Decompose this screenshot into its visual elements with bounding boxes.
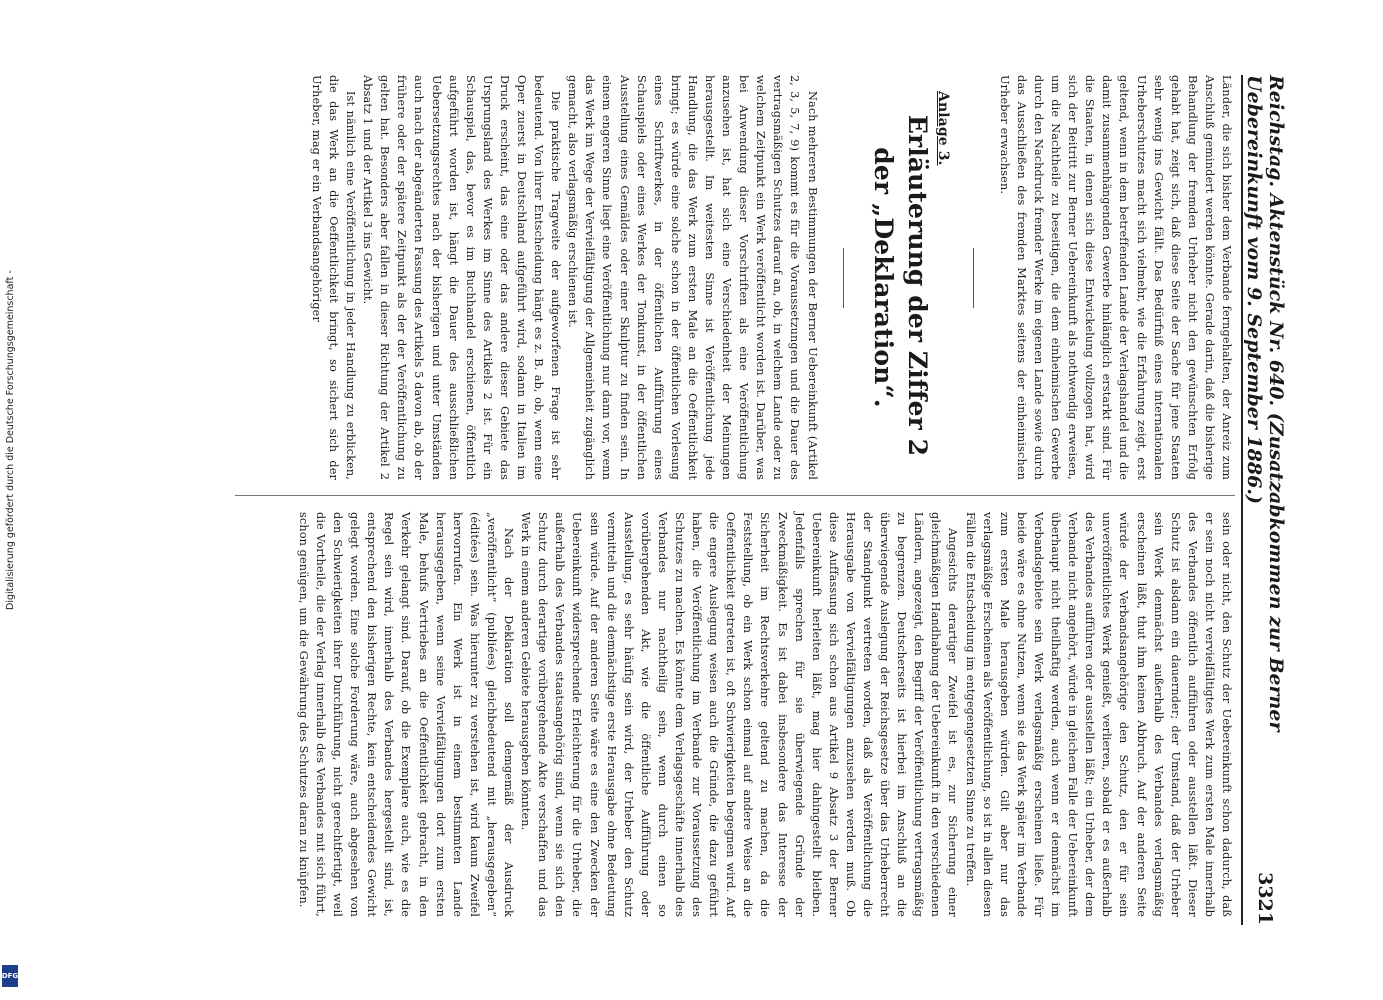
- heading-separator: [843, 248, 844, 308]
- paragraph: sein oder nicht, den Schutz der Uebereinkunft schon dadurch, daß er sein noch nicht vervielfältigtes Werk zum ersten Male innerhalb des Verbandes öffentlich aufführen oder ausstellen läßt. Dieser Schutz ist alsdann ein dauernder; der Umstand, daß der Urheber sein Werk demnächst außerhalb des Verbandes verlagsmäßig erscheinen läßt, thut ihm keinen Abbruch. Auf der anderen Seite würde der Verbandsangehörige den Schutz, den er für sein unveröffentlichtes Werk genießt, verlieren, sobald er es außerhalb des Verbandes aufführen oder ausstellen läßt; ein Urheber, der dem Verbande nicht angehört, würde in gleichem Falle der Uebereinkunft überhaupt nicht theilhaftig werden, auch wenn er demnächst im Verbandsgebiete sein Werk verlagsmäßig erscheinen ließe. Für beide wäre es ohne Nutzen, wenn sie das Werk später im Verbande zum ersten Male herausgeben würden. Gilt aber nur das verlagsmäßige Erscheinen als Veröffentlichung, so ist in allen diesen Fällen die Entscheidung im entgegengesetzten Sinne zu treffen.: [963, 512, 1233, 917]
- header-rule: [1241, 75, 1243, 925]
- paragraph: Ist nämlich eine Veröffentlichung in jeder Handlung zu erblicken, die das Werk an die Oeffentlichkeit bringt, so sichert sich der Urheber, mag er ein Verbandsangehöriger: [309, 75, 358, 480]
- scanned-page: [205, 65, 1335, 935]
- paragraph: Angesichts derartiger Zweifel ist es, zur Sicherung einer gleichmäßigen Handhabung der Uebereinkunft in den verschiedenen Ländern, angezeigt, den Begriff der Veröffentlichung vertragsmäßig zu begrenzen. Deutscherseits ist hierbei im Anschluß an die überwiegende Auslegung der Reichsgesetze über das Urheberrecht der Standpunkt vertreten worden, daß als Veröffentlichung die Herausgabe von Vervielfältigungen anzusehen werden muß. Ob diese Auffassung sich schon aus Artikel 9 Absatz 3 der Berner Uebereinkunft herleiten läßt, mag hier dahingestellt bleiben. Jedenfalls sprechen für sie überwiegende Gründe der Zweckmäßigkeit. Es ist dabei insbesondere das Interesse der Sicherheit im Rechtsverkehre geltend zu machen, da die Feststellung, ob ein Werk schon einmal auf andere Weise an die Oeffentlichkeit getreten ist, oft Schwierigkeiten begegnen wird. Auf die engere Auslegung weisen auch die Gründe, die dazu geführt haben, die Veröffentlichung im Verbande zur Voraussetzung des Schutzes zu machen. Es könnte dem Verlagsgeschäfte innerhalb des Verbandes nur nachtheilig sein, wenn durch einen so vorübergehenden Akt, wie die öffentliche Aufführung oder Ausstellung, es sehr häufig sein wird, der Urheber den Schutz vermitteln und die demnächstige erste Herausgabe ohne Bedeutung sein würde. Auf der anderen Seite wäre es eine den Zwecken der Uebereinkunft widersprechende Erleichterung für die Urheber, die außerhalb des Verbandes staatsangehörig sind, wenn sie sich den Schutz durch derartige vorübergehende Akte verschaffen und das Werk in einem anderen Gebiete herausgeben könnten.: [519, 512, 960, 917]
- section-separator: [973, 248, 974, 308]
- column-divider: [235, 495, 1235, 496]
- right-column: [295, 512, 1235, 917]
- scan-margin: [0, 0, 26, 1000]
- annex-label: Anlage 3.: [934, 91, 951, 166]
- page-number: 3321: [1254, 872, 1276, 925]
- paragraph: Die praktische Tragweite der aufgeworfenen Frage ist sehr bedeutend. Von ihrer Entscheidung hängt es z. B. ab, ob, wenn eine Oper zuerst in Deutschland aufgeführt wird, sodann in Italien im Druck erscheint, das eine oder das andere dieser Gebiete das Ursprungsland des Werkes im Sinne des Artikels 2 ist. Für ein Schauspiel, das, bevor es im Buchhandel erschienen, öffentlich aufgeführt worden ist, hängt die Dauer des ausschließlichen Uebersetzungsrechtes nach der bisherigen und unter Umständen auch nach der abgeänderten Fassung des Artikels 5 davon ab, ob der frühere oder der spätere Zeitpunkt als der der Veröffentlichung zu gelten hat. Besonders aber fallen in dieser Richtung der Artikel 2 Absatz 1 und der Artikel 3 ins Gewicht.: [361, 75, 563, 480]
- header-title: Reichstag. Aktenstück Nr. 640. (Zusatzabkommen zur Berner Uebereinkunft vom 9. September 1886.): [1243, 75, 1287, 732]
- dfg-logo: DFG: [2, 965, 18, 987]
- section-heading: Erläuterung der Ziffer 2 der „Deklaration“.: [868, 114, 932, 457]
- rotated-page-content: [205, 75, 1285, 925]
- running-header: [1245, 75, 1285, 925]
- paragraph: Nach der Deklaration soll demgemäß der Ausdruck „veröffentlicht“ (publiées) gleichbedeutend mit „herausgegeben“ (éditées) sein. Was hierunter zu verstehen ist, wird kaum Zweifel hervorrufen. Ein Werk ist in einem bestimmten Lande herausgegeben, wenn seine Vervielfältigungen dort zum ersten Male, behufs Vertriebes an die Oeffentlichkeit gebracht, in den Verkehr gelangt sind. Darauf, ob die Exemplare auch, wie es die Regel sein wird, innerhalb des Verbandes hergestellt sind, ist, entsprechend den bisherigen Rechte, kein entscheidendes Gewicht gelegt worden. Eine solche Forderung wäre, auch abgesehen von den Schwierigkeiten ihrer Durchführung, nicht gerechtfertigt, weil die Vortheile, die der Verlag innerhalb des Verbandes mit sich führt, schon genügen, um die Gewährung des Schutzes daran zu knüpfen.: [296, 512, 516, 917]
- paragraph: Länder, die sich bisher dem Verbande ferngehalten, der Anreiz zum Anschluß gemindert werden könnte. Gerade darin, daß die bisherige Behandlung der fremden Urheber nicht den gewünschten Erfolg gehabt hat, zeigt sich, daß diese Seite der Sache für jene Staaten sehr wenig ins Gewicht fällt. Das Bedürfniß eines internationalen Urheberschutzes macht sich vielmehr, wie die Erfahrung zeigt, erst geltend, wenn in dem betreffenden Lande der Verlagshandel und die damit zusammenhängenden Gewerbe hinlänglich erstarkt sind. Für die Staaten, in denen sich diese Entwickelung vollzogen hat, wird sich der Beitritt zur Berner Uebereinkunft als nothwendig erweisen, um die Nachtheile zu beseitigen, die dem einheimischen Gewerbe durch den Nachdruck fremder Werke im eigenen Lande sowie durch das Ausschließen des fremden Marktes seitens der einheimischen Urheber erwachsen.: [997, 75, 1233, 480]
- left-column: [308, 75, 1235, 480]
- digitization-credit: Digitalisierung gefördert durch die Deutsche Forschungsgemeinschaft -: [5, 270, 16, 610]
- paragraph: Nach mehreren Bestimmungen der Berner Uebereinkunft (Artikel 2, 3, 5, 7, 9) kommt es für die Voraussetzungen und die Dauer des vertragsmäßigen Schutzes darauf an, ob, in welchem Lande oder zu welchem Zeitpunkt ein Werk veröffentlicht worden ist. Darüber, was bei Anwendung dieser Vorschriften als eine Veröffentlichung anzusehen ist, hat sich eine Verschiedenheit der Meinungen herausgestellt. Im weitesten Sinne ist Veröffentlichung jede Handlung, die das Werk zum ersten Male an die Oeffentlichkeit bringt; es würde eine solche schon in der öffentlichen Vorlesung eines Schriftwerkes, in der öffentlichen Aufführung eines Schauspiels oder eines Werkes der Tonkunst, in der öffentlichen Ausstellung eines Gemäldes oder einer Skulptur zu finden sein. In einem engeren Sinne liegt eine Veröffentlichung nur dann vor, wenn das Werk im Wege der Vervielfältigung der Allgemeinheit zugänglich gemacht, also verlagsmäßig erschienen ist.: [566, 75, 819, 480]
